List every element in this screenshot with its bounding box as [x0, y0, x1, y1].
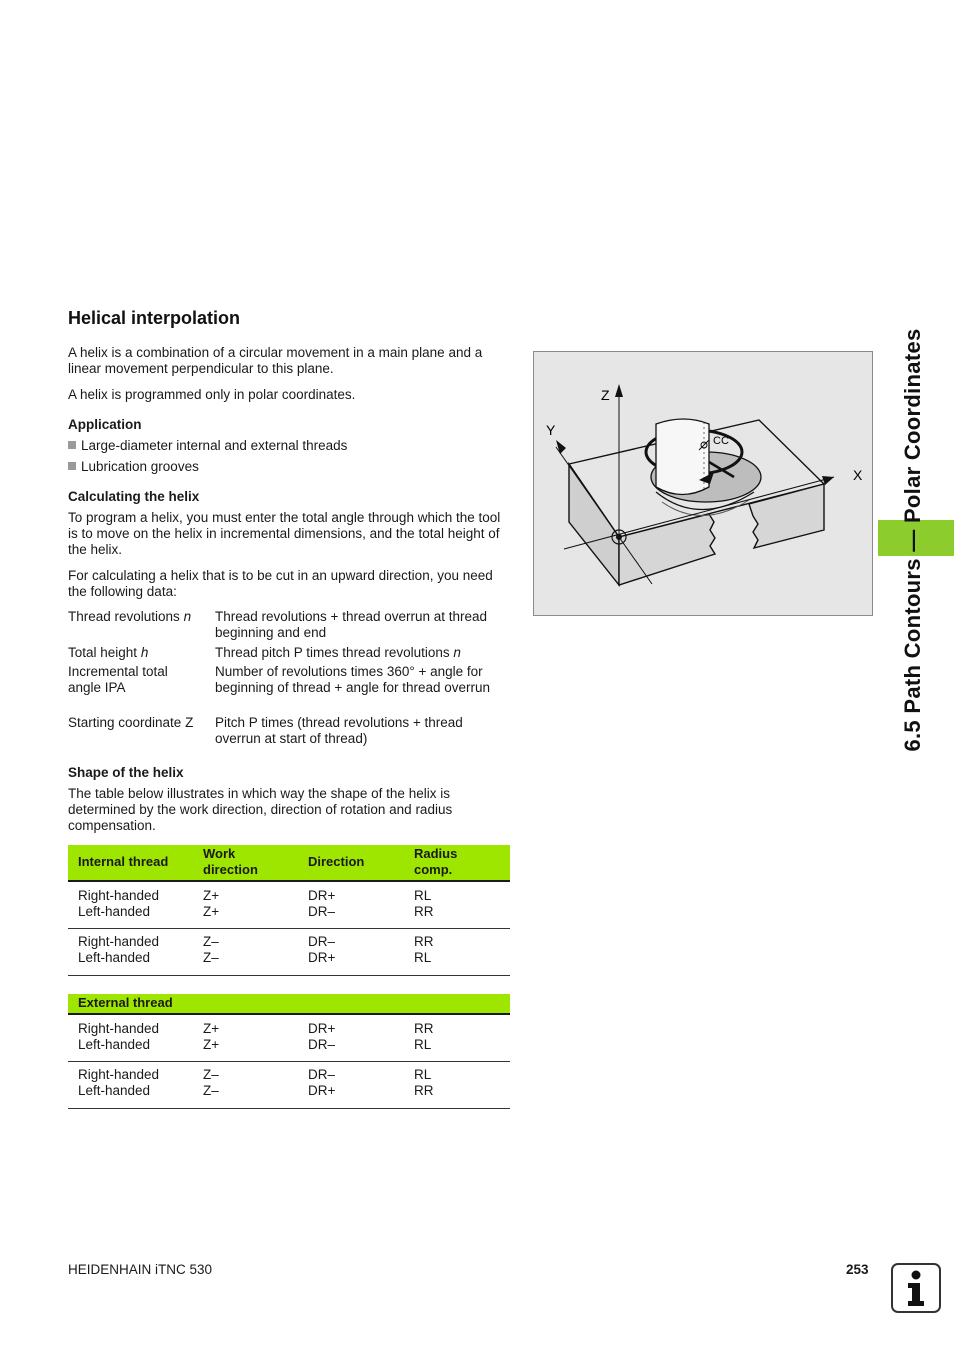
- definition-value: Pitch P times (thread revolutions + thread overrun at start of thread): [215, 715, 463, 746]
- column-header: Direction: [308, 854, 365, 869]
- x-axis-label: X: [853, 467, 863, 483]
- row-divider: [68, 1108, 510, 1109]
- definition-term: Incremental total angle IPA: [68, 664, 168, 695]
- bullet-square-icon: [68, 441, 76, 449]
- column-header: External thread: [78, 995, 173, 1010]
- y-axis-label: Y: [546, 422, 556, 438]
- calculating-paragraph: To program a helix, you must enter the total angle through which the tool is to move on the helix in incremental dimensions, and the total height of the helix.: [68, 510, 501, 557]
- footer-product: HEIDENHAIN iTNC 530: [68, 1262, 213, 1277]
- row-divider: [68, 928, 510, 929]
- intro-paragraph-2: A helix is programmed only in polar coordinates.: [68, 387, 356, 402]
- shape-heading: Shape of the helix: [68, 765, 184, 780]
- list-item: Lubrication grooves: [68, 459, 199, 474]
- table-header: [68, 994, 510, 1015]
- row-divider: [68, 1061, 510, 1062]
- column-header: Work direction: [203, 846, 258, 877]
- table-header: [68, 845, 510, 882]
- definition-term: Thread revolutions n: [68, 609, 192, 624]
- chapter-title: 6.5 Path Contours — Polar Coordinates: [900, 328, 925, 752]
- tool-cutter: [656, 419, 709, 495]
- shape-paragraph: The table below illustrates in which way the shape of the helix is determined by the work direction, direction of rotation and radius compensation.: [68, 786, 453, 833]
- row-divider: [68, 975, 510, 976]
- helix-figure: [533, 351, 873, 616]
- helix-illustration: [534, 352, 872, 615]
- calculating-paragraph-2: For calculating a helix that is to be cut in an upward direction, you need the following data:: [68, 568, 493, 599]
- intro-paragraph: A helix is a combination of a circular movement in a main plane and a linear movement perpendicular to this plane.: [68, 345, 483, 376]
- definition-term: Total height h: [68, 645, 149, 660]
- bullet-square-icon: [68, 462, 76, 470]
- definition-value: Number of revolutions times 360° + angle for beginning of thread + angle for thread overrun: [215, 664, 491, 695]
- column-header: Internal thread: [78, 854, 169, 869]
- section-title: Helical interpolation: [68, 308, 241, 328]
- info-icon: [893, 1265, 939, 1311]
- definition-value: Thread revolutions + thread overrun at thread beginning and end: [215, 609, 488, 640]
- list-item: Large-diameter internal and external threads: [68, 438, 347, 453]
- cc-label: CC: [713, 435, 729, 447]
- definition-term: Starting coordinate Z: [68, 715, 194, 730]
- column-header: Radius comp.: [414, 846, 458, 877]
- calculating-heading: Calculating the helix: [68, 489, 200, 504]
- page-number: 253: [846, 1262, 869, 1277]
- z-axis-label: Z: [601, 387, 610, 403]
- info-icon[interactable]: [891, 1263, 941, 1313]
- definition-value: Thread pitch P times thread revolutions n: [215, 645, 461, 660]
- application-heading: Application: [68, 417, 142, 432]
